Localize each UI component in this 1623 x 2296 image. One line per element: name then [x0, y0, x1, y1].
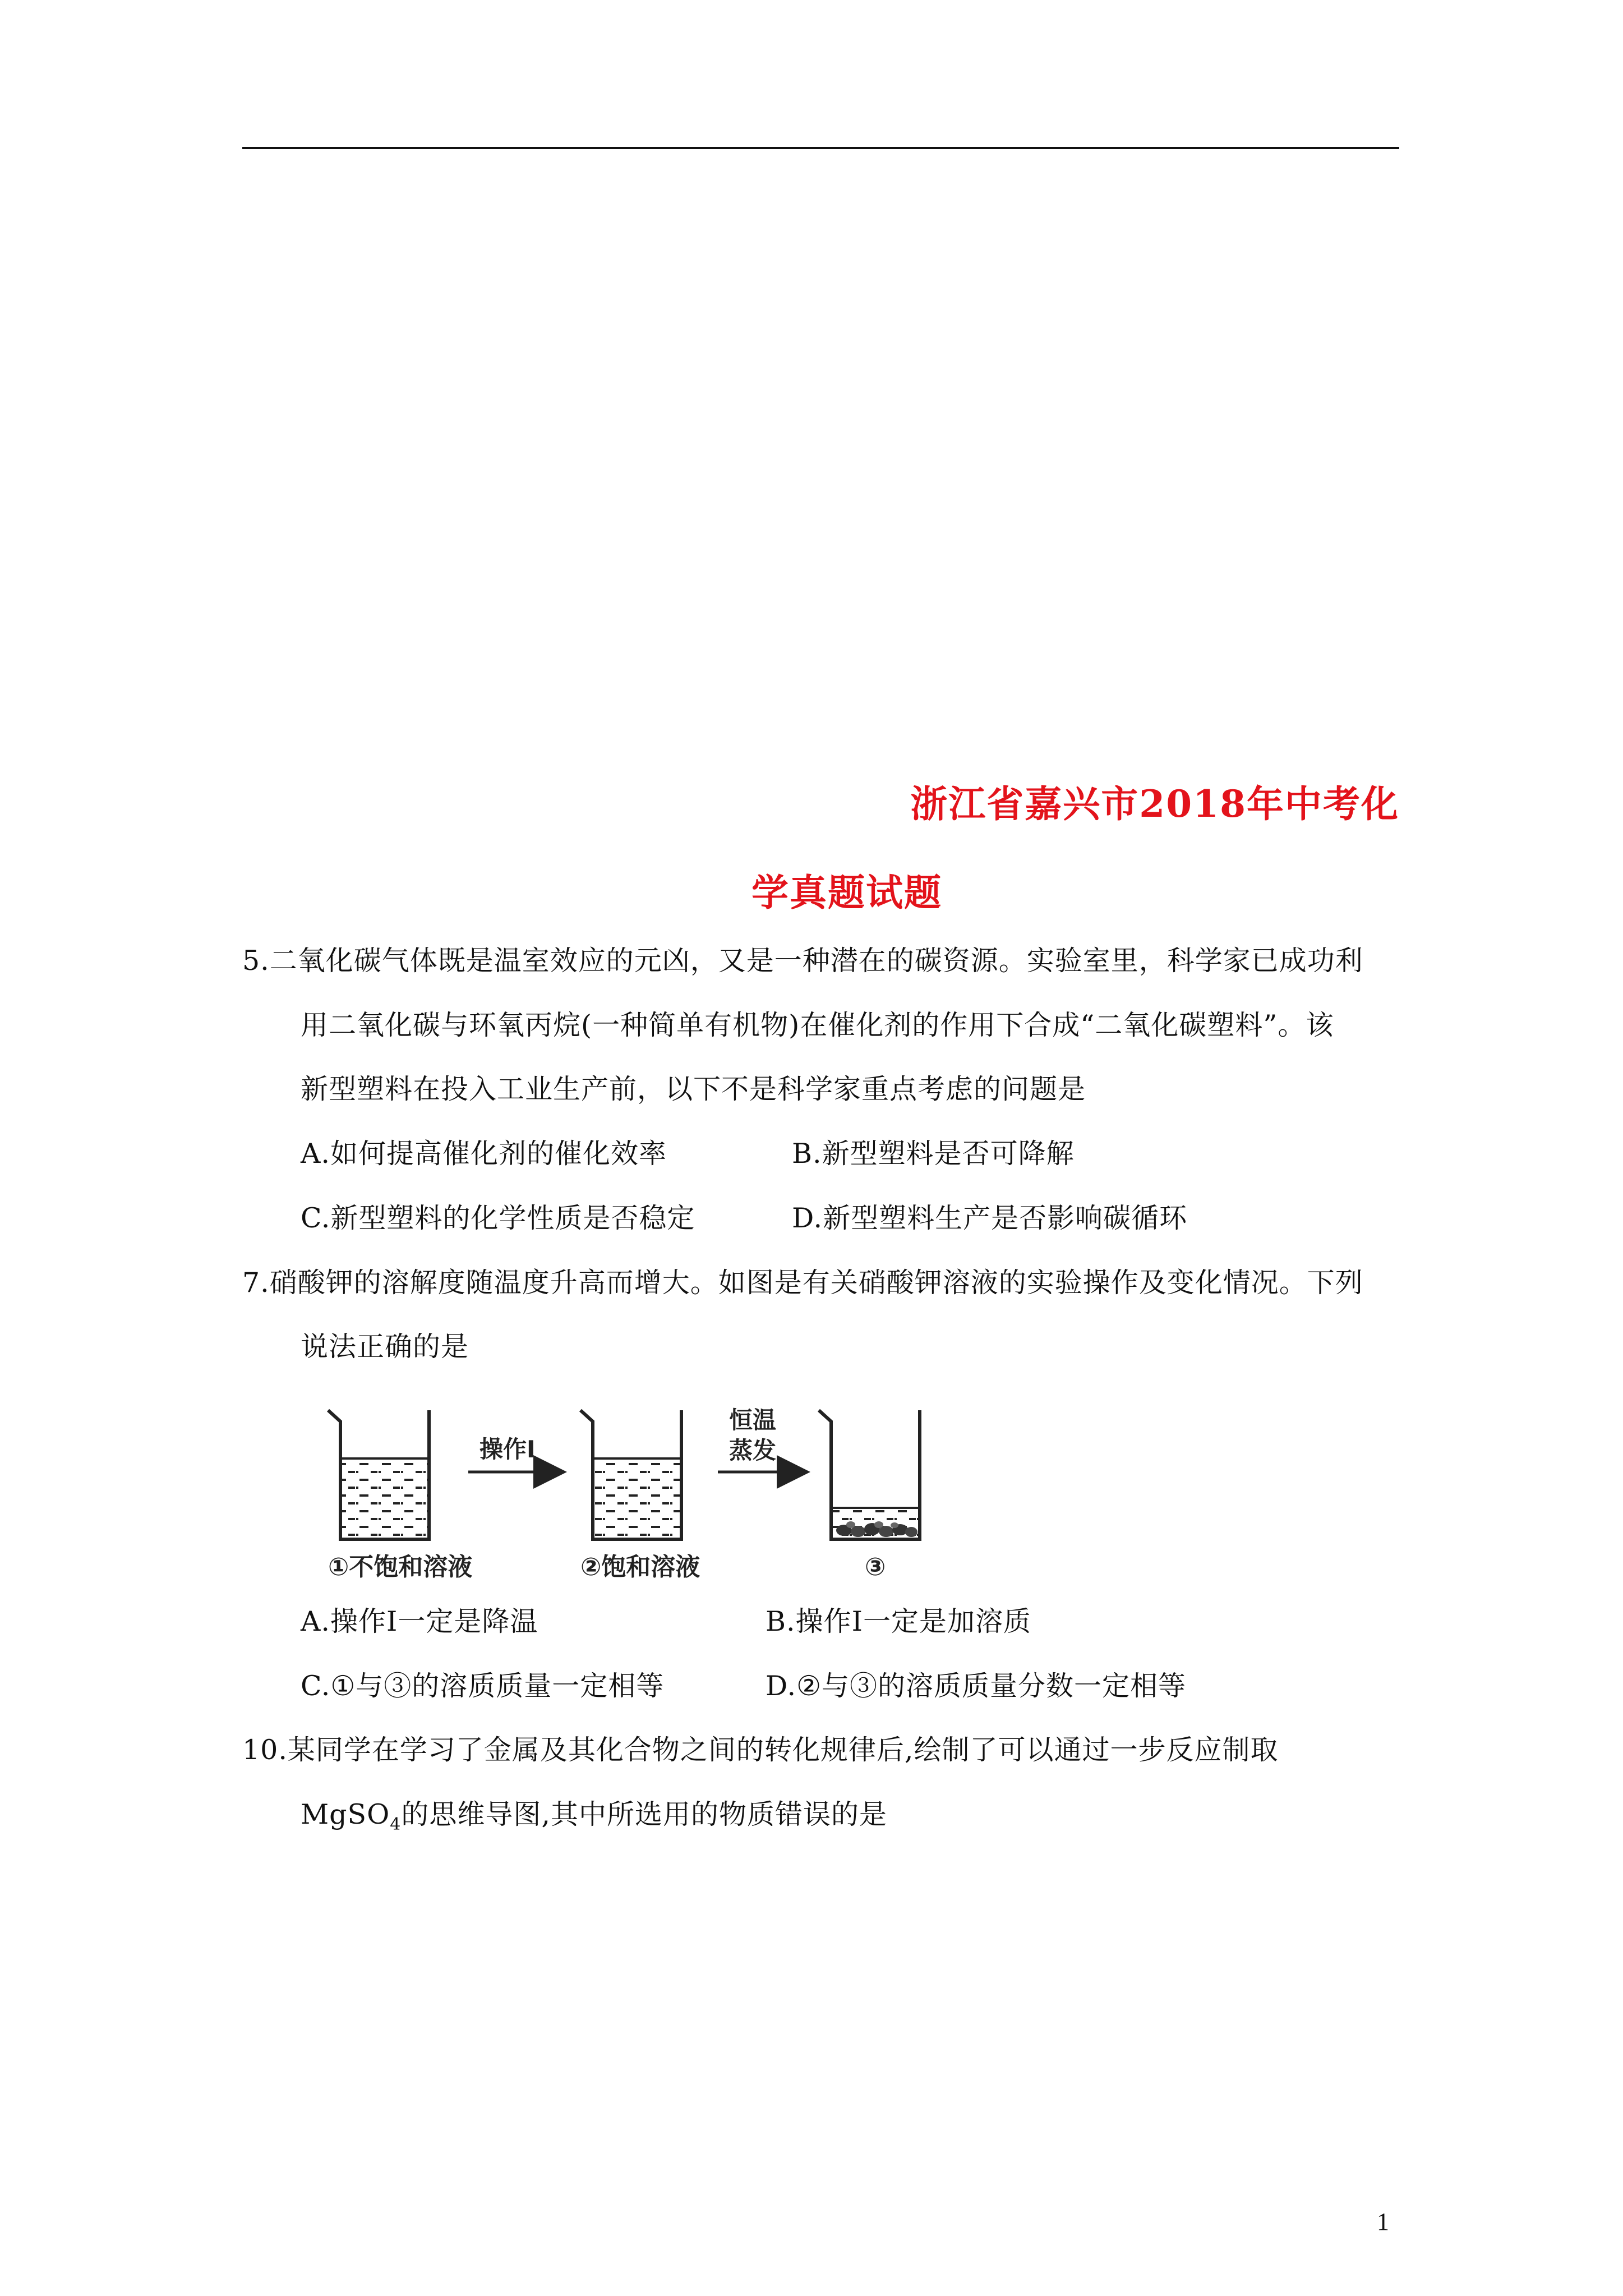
- q5-option-a: A.如何提高催化剂的催化效率: [301, 1138, 667, 1170]
- arrow-2-label-bottom: 蒸发: [729, 1437, 777, 1464]
- beaker-1: [328, 1410, 429, 1539]
- q7-stem-line1: 7.硝酸钾的溶解度随温度升高而增大。如图是有关硝酸钾溶液的实验操作及变化情况。下列: [242, 1267, 1363, 1299]
- q7-option-a: A.操作Ⅰ一定是降温: [301, 1605, 538, 1637]
- beaker-2: [580, 1410, 681, 1539]
- arrow-1-label: 操作Ⅰ: [479, 1435, 536, 1463]
- page-title-line2: 学真题试题: [751, 871, 942, 914]
- beaker-diagram: [311, 1397, 1023, 1582]
- beaker-3-label: ③: [865, 1553, 886, 1581]
- arrow-2-label-top: 恒温: [729, 1406, 777, 1434]
- q10-stem-line2-text: 的思维导图,其中所选用的物质错误的是: [401, 1798, 887, 1830]
- q5-stem-line3: 新型塑料在投入工业生产前，以下不是科学家重点考虑的问题是: [301, 1073, 1086, 1105]
- q10-stem-line2: [301, 1798, 887, 1842]
- beaker-3: [819, 1410, 920, 1539]
- q10-formula: MgSO: [301, 1798, 390, 1830]
- q5-stem-line1: 5.二氧化碳气体既是温室效应的元凶，又是一种潜在的碳资源。实验室里，科学家已成功利: [242, 945, 1363, 977]
- beaker-1-label: ①不饱和溶液: [328, 1553, 473, 1581]
- q10-formula-subscript: 4: [390, 1814, 402, 1834]
- q5-option-c: C.新型塑料的化学性质是否稳定: [301, 1202, 695, 1234]
- page-title-line1: 浙江省嘉兴市2018年中考化: [910, 782, 1399, 826]
- page-number: 1: [1377, 2208, 1389, 2235]
- q7-option-d: D.②与③的溶质质量分数一定相等: [766, 1670, 1187, 1702]
- q7-option-b: B.操作Ⅰ一定是加溶质: [766, 1605, 1031, 1637]
- q5-option-b: B.新型塑料是否可降解: [792, 1138, 1075, 1170]
- beaker-2-label: ②饱和溶液: [580, 1553, 700, 1581]
- header-rule: [242, 147, 1399, 149]
- q7-stem-line2: 说法正确的是: [301, 1331, 469, 1363]
- q5-option-d: D.新型塑料生产是否影响碳循环: [792, 1202, 1188, 1234]
- q7-option-c: C.①与③的溶质质量一定相等: [301, 1670, 665, 1702]
- q5-stem-line2: 用二氧化碳与环氧丙烷(一种简单有机物)在催化剂的作用下合成“二氧化碳塑料”。该: [301, 1009, 1334, 1041]
- q10-stem-line1: 10.某同学在学习了金属及其化合物之间的转化规律后,绘制了可以通过一步反应制取: [242, 1734, 1279, 1766]
